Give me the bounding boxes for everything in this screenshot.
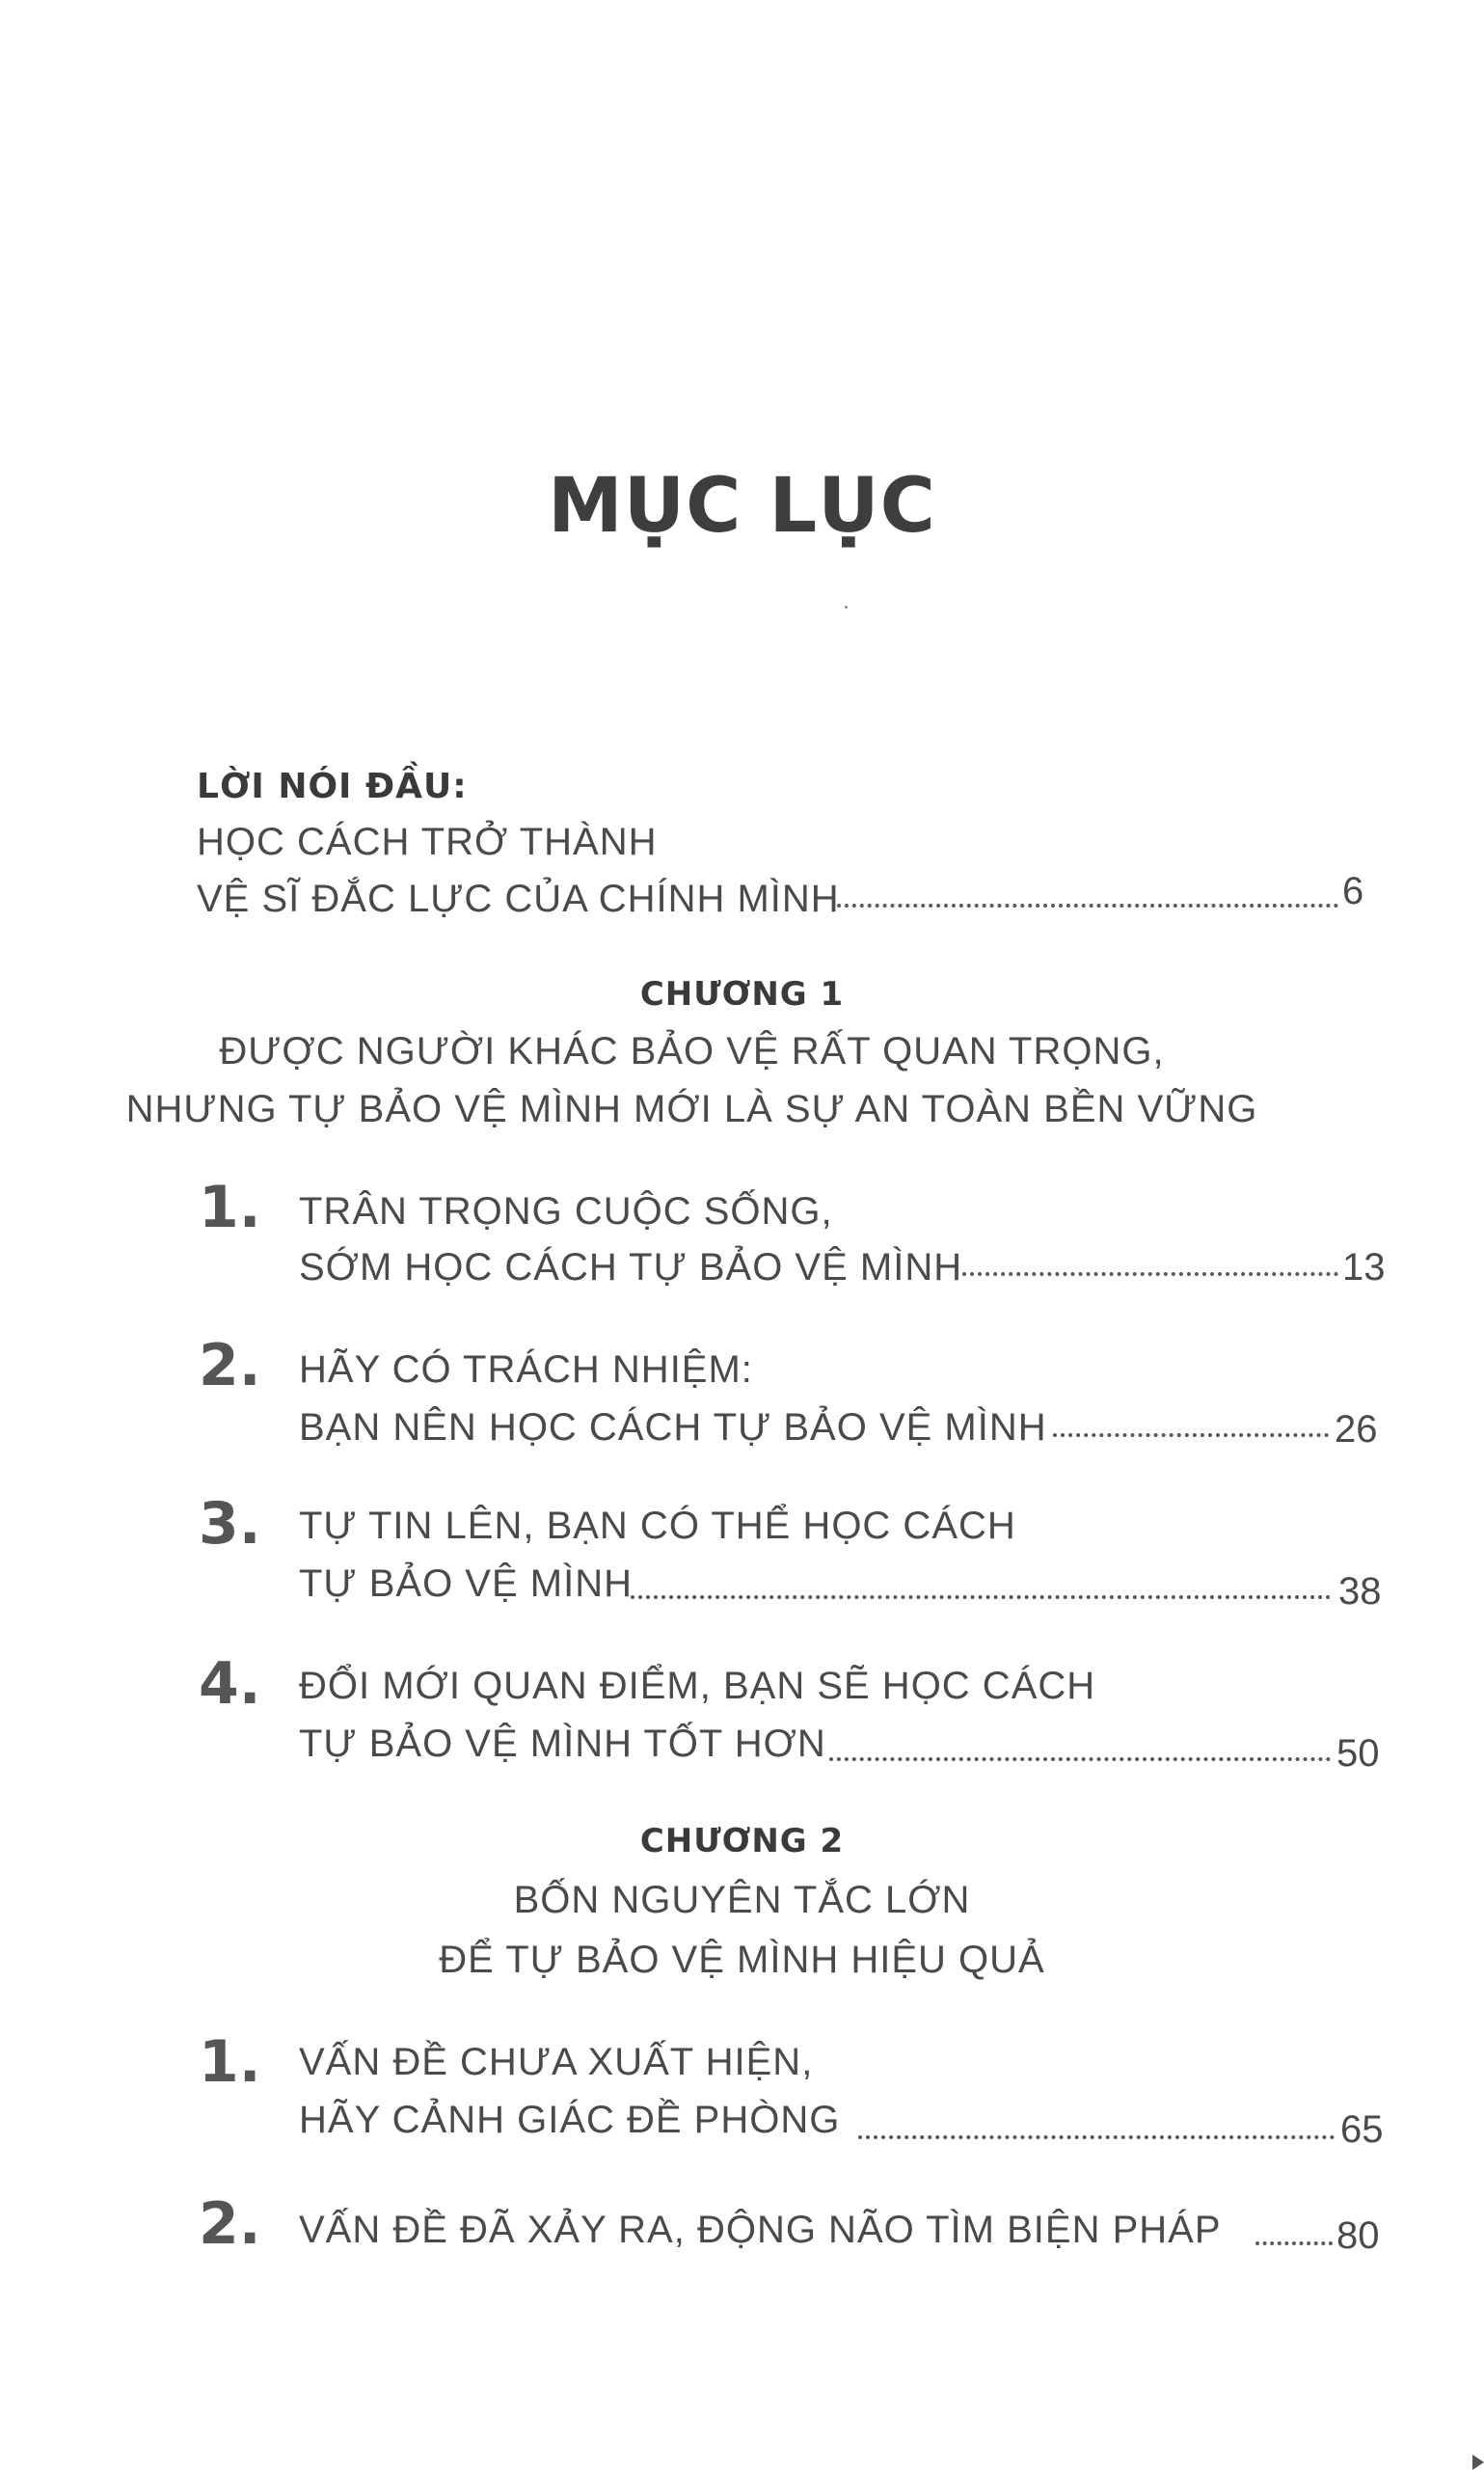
preface-label: LỜI NÓI ĐẦU: bbox=[197, 767, 468, 806]
section-page-number: 13 bbox=[1342, 1246, 1386, 1289]
chapter-1-subtitle-2: NHƯNG TỰ BẢO VỆ MÌNH MỚI LÀ SỰ AN TOÀN BỀN VỮNG bbox=[125, 1088, 1258, 1130]
section-number: 1. bbox=[199, 2028, 261, 2096]
leader-dots bbox=[955, 1272, 1338, 1276]
section-title-line-1: VẤN ĐỀ ĐÃ XẢY RA, ĐỘNG NÃO TÌM BIỆN PHÁP bbox=[299, 2209, 1222, 2251]
preface-line-1: HỌC CÁCH TRỞ THÀNH bbox=[197, 821, 658, 863]
section-page-number: 38 bbox=[1338, 1570, 1382, 1613]
section-page-number: 50 bbox=[1336, 1732, 1380, 1775]
section-title-line-2: SỚM HỌC CÁCH TỰ BẢO VỆ MÌNH bbox=[299, 1246, 963, 1289]
preface-line-2: VỆ SĨ ĐẮC LỰC CỦA CHÍNH MÌNH bbox=[197, 878, 840, 920]
preface-leader-dots bbox=[837, 904, 1338, 908]
decorative-dot bbox=[845, 606, 848, 609]
section-page-number: 65 bbox=[1340, 2108, 1384, 2151]
preface-page-number: 6 bbox=[1342, 870, 1364, 912]
section-title-line-2: BẠN NÊN HỌC CÁCH TỰ BẢO VỆ MÌNH bbox=[299, 1406, 1047, 1449]
section-title-line-1: TRÂN TRỌNG CUỘC SỐNG, bbox=[299, 1190, 833, 1233]
section-title-line-1: VẤN ĐỀ CHƯA XUẤT HIỆN, bbox=[299, 2041, 814, 2083]
section-title-line-2: TỰ BẢO VỆ MÌNH bbox=[299, 1562, 633, 1605]
section-page-number: 80 bbox=[1336, 2214, 1380, 2257]
section-number: 2. bbox=[199, 1332, 261, 1399]
page-title: MỤC LỤC bbox=[548, 463, 936, 550]
leader-dots bbox=[1255, 2241, 1333, 2245]
section-title-line-1: HÃY CÓ TRÁCH NHIỆM: bbox=[299, 1348, 753, 1391]
section-title-line-2: TỰ BẢO VỆ MÌNH TỐT HƠN bbox=[299, 1723, 826, 1765]
chapter-2-label: CHƯƠNG 2 bbox=[639, 1822, 845, 1860]
section-number: 1. bbox=[199, 1174, 261, 1241]
leader-dots bbox=[631, 1595, 1331, 1599]
chapter-1-subtitle-1: ĐƯỢC NGƯỜI KHÁC BẢO VỆ RẤT QUAN TRỌNG, bbox=[219, 1030, 1165, 1072]
leader-dots bbox=[829, 1757, 1331, 1761]
chapter-1-label: CHƯƠNG 1 bbox=[639, 975, 845, 1014]
chapter-2-subtitle-2: ĐỂ TỰ BẢO VỆ MÌNH HIỆU QUẢ bbox=[439, 1939, 1045, 1981]
leader-dots bbox=[1053, 1433, 1329, 1437]
section-number: 4. bbox=[199, 1650, 261, 1718]
chapter-2-subtitle-1: BỐN NGUYÊN TẮC LỚN bbox=[513, 1879, 971, 1921]
section-number: 3. bbox=[199, 1490, 261, 1558]
section-number: 2. bbox=[199, 2190, 261, 2258]
section-page-number: 26 bbox=[1335, 1408, 1378, 1451]
section-title-line-1: TỰ TIN LÊN, BẠN CÓ THỂ HỌC CÁCH bbox=[299, 1505, 1016, 1547]
leader-dots bbox=[858, 2135, 1335, 2139]
section-title-line-2: HÃY CẢNH GIÁC ĐỀ PHÒNG bbox=[299, 2099, 841, 2141]
page-corner-arrow-icon bbox=[1472, 2455, 1484, 2470]
section-title-line-1: ĐỔI MỚI QUAN ĐIỂM, BẠN SẼ HỌC CÁCH bbox=[299, 1665, 1096, 1707]
